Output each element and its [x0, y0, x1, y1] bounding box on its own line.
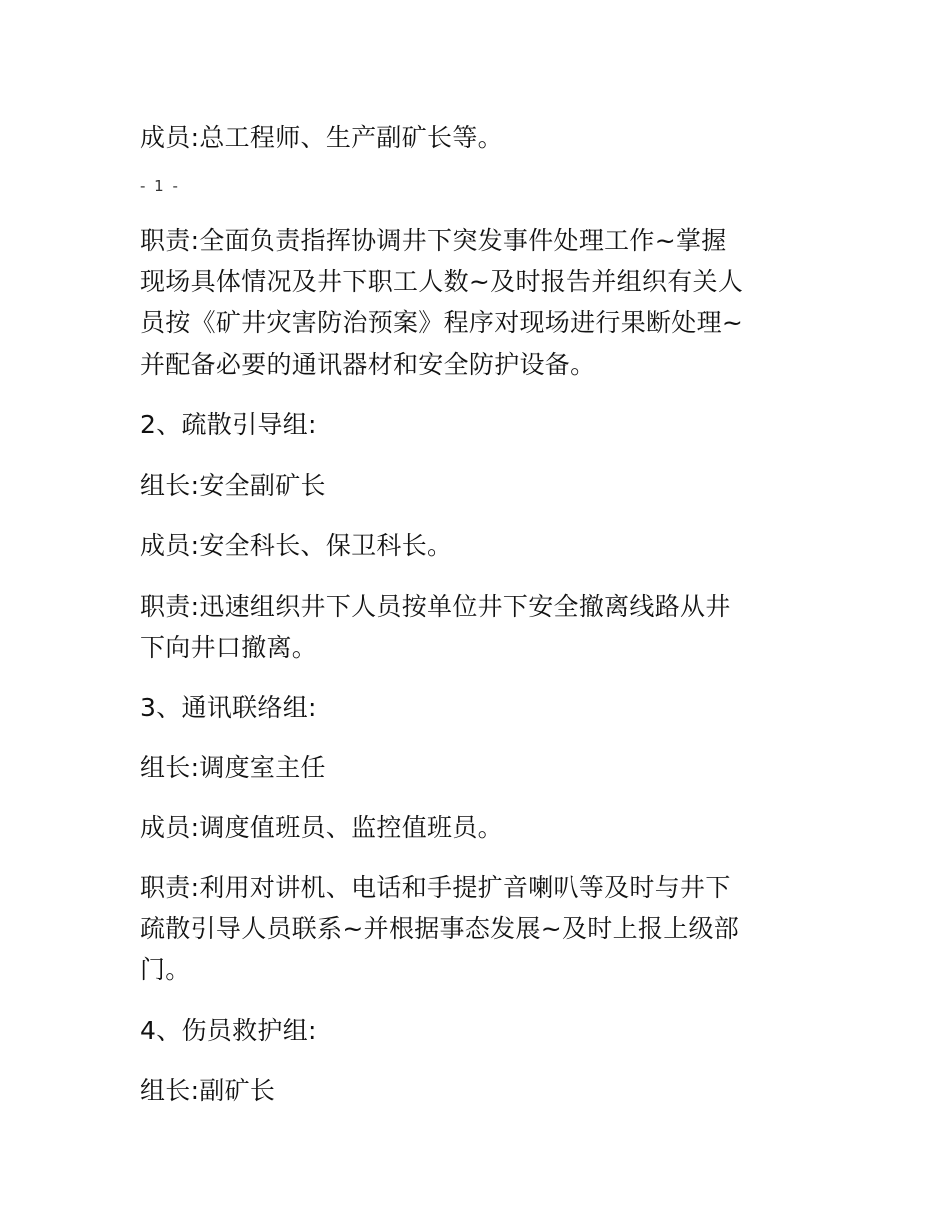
paragraph-line: 成员:调度值班员、监控值班员。 — [140, 813, 503, 842]
section-heading: 2、疏散引导组: — [140, 410, 317, 439]
paragraph-line: 职责:利用对讲机、电话和手提扩音喇叭等及时与井下 — [140, 873, 731, 902]
paragraph-line: 组长:安全副矿长 — [140, 471, 326, 500]
paragraph-line: 门。 — [140, 955, 191, 984]
paragraph-line: 职责:迅速组织井下人员按单位井下安全撤离线路从井 — [140, 592, 731, 621]
paragraph-line: 现场具体情况及井下职工人数~及时报告并组织有关人 — [140, 267, 744, 296]
paragraph-line: 组长:副矿长 — [140, 1076, 276, 1105]
paragraph-line: 成员:安全科长、保卫科长。 — [140, 531, 453, 560]
page-number: - 1 - — [140, 177, 180, 195]
paragraph-line: 职责:全面负责指挥协调井下突发事件处理工作~掌握 — [140, 226, 727, 255]
paragraph-line: 下向井口撤离。 — [140, 633, 318, 662]
paragraph-line: 疏散引导人员联系~并根据事态发展~及时上报上级部 — [140, 914, 740, 943]
paragraph-line: 并配备必要的通讯器材和安全防护设备。 — [140, 350, 596, 379]
section-heading: 3、通讯联络组: — [140, 693, 317, 722]
paragraph-line: 成员:总工程师、生产副矿长等。 — [140, 123, 503, 152]
paragraph-line: 组长:调度室主任 — [140, 753, 326, 782]
section-heading: 4、伤员救护组: — [140, 1016, 317, 1045]
paragraph-line: 员按《矿井灾害防治预案》程序对现场进行果断处理~ — [140, 308, 744, 337]
